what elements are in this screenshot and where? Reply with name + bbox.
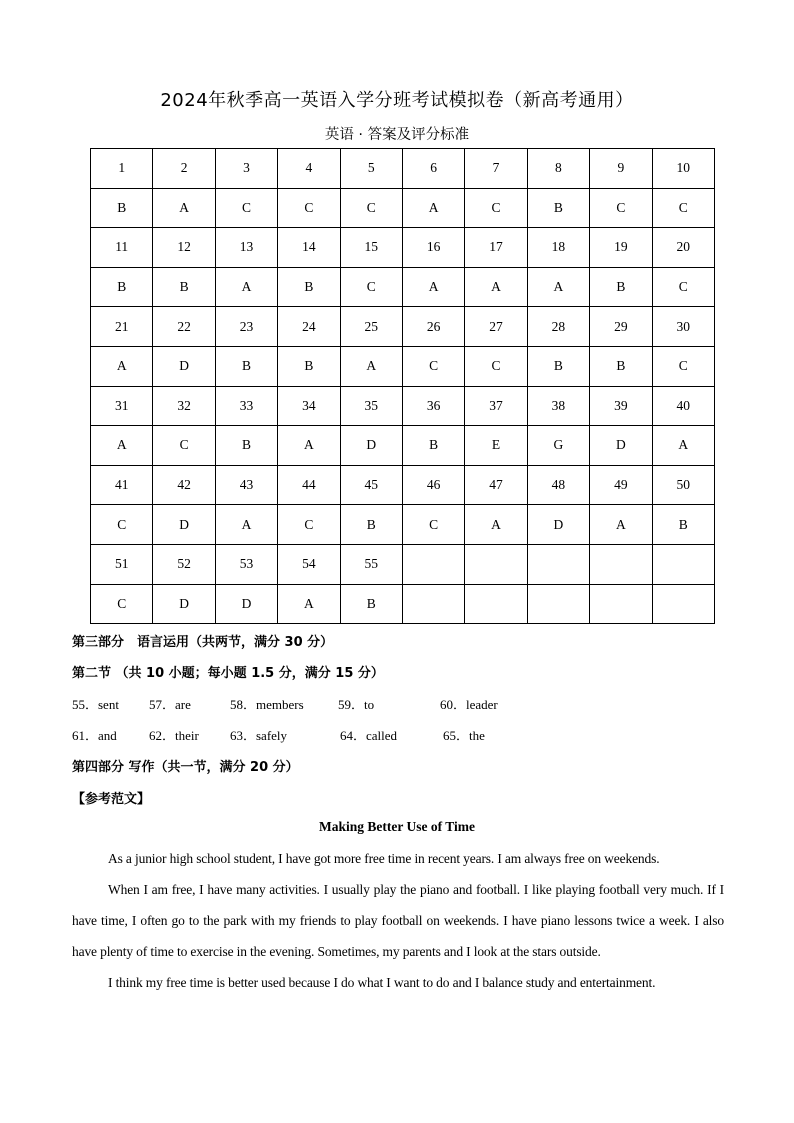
- answer-row: [91, 426, 715, 466]
- question-number-row: [91, 386, 715, 426]
- question-number-cell: 20: [652, 228, 714, 268]
- answer-cell: C: [153, 426, 215, 466]
- answer-cell: A: [465, 505, 527, 545]
- answer-cell: A: [153, 188, 215, 228]
- blank-answer: 65．the: [443, 728, 485, 743]
- answer-cell: B: [153, 267, 215, 307]
- question-number-cell: 49: [590, 465, 652, 505]
- answer-table-body: [91, 149, 715, 624]
- answer-cell: B: [340, 505, 402, 545]
- question-number-cell: [590, 544, 652, 584]
- answer-cell: G: [527, 426, 589, 466]
- sample-essay-label: 【参考范文】: [72, 792, 151, 807]
- essay-paragraph: I think my free time is better used because I do what I want to do and I balance study and entertainment.: [108, 975, 656, 990]
- question-number-cell: 26: [402, 307, 464, 347]
- question-number-cell: 13: [215, 228, 277, 268]
- blank-answer: 63．safely: [230, 728, 288, 743]
- answer-row: [91, 267, 715, 307]
- answer-cell: B: [215, 346, 277, 386]
- question-number-cell: 37: [465, 386, 527, 426]
- question-number-cell: 44: [278, 465, 340, 505]
- blank-answer: 57．are: [149, 697, 191, 712]
- answer-cell: A: [465, 267, 527, 307]
- answer-cell: A: [590, 505, 652, 545]
- answer-cell: D: [153, 505, 215, 545]
- question-number-cell: 11: [91, 228, 153, 268]
- question-number-cell: 32: [153, 386, 215, 426]
- question-number-cell: 34: [278, 386, 340, 426]
- question-number-cell: 28: [527, 307, 589, 347]
- question-number-cell: 48: [527, 465, 589, 505]
- question-number-cell: [465, 544, 527, 584]
- question-number-cell: 10: [652, 149, 714, 189]
- blank-answer: 58．members: [230, 697, 304, 712]
- question-number-cell: 23: [215, 307, 277, 347]
- answer-cell: C: [340, 188, 402, 228]
- answer-cell: E: [465, 426, 527, 466]
- answer-cell: C: [215, 188, 277, 228]
- answer-cell: C: [91, 505, 153, 545]
- question-number-cell: 41: [91, 465, 153, 505]
- question-number-cell: 42: [153, 465, 215, 505]
- question-number-row: [91, 307, 715, 347]
- answer-cell: C: [590, 188, 652, 228]
- question-number-cell: 16: [402, 228, 464, 268]
- answer-row: [91, 505, 715, 545]
- question-number-cell: 27: [465, 307, 527, 347]
- answer-cell: C: [402, 346, 464, 386]
- answer-cell: A: [91, 426, 153, 466]
- answer-cell: D: [153, 346, 215, 386]
- question-number-cell: 4: [278, 149, 340, 189]
- answer-cell: B: [590, 267, 652, 307]
- answer-cell: B: [91, 188, 153, 228]
- question-number-cell: 35: [340, 386, 402, 426]
- answer-cell: [652, 584, 714, 624]
- part4-heading: 第四部分 写作（共一节，满分 20 分）: [72, 760, 299, 775]
- question-number-cell: 46: [402, 465, 464, 505]
- page-title: 2024年秋季高一英语入学分班考试模拟卷（新高考通用）: [160, 90, 634, 111]
- part3-heading: 第三部分 语言运用（共两节，满分 30 分）: [72, 635, 334, 650]
- question-number-cell: 9: [590, 149, 652, 189]
- answer-cell: B: [652, 505, 714, 545]
- question-number-cell: 52: [153, 544, 215, 584]
- answer-row: [91, 188, 715, 228]
- question-number-cell: 39: [590, 386, 652, 426]
- answer-cell: C: [465, 188, 527, 228]
- question-number-cell: 22: [153, 307, 215, 347]
- blank-answer: 62．their: [149, 728, 199, 743]
- blank-answer: 59．to: [338, 697, 375, 712]
- question-number-cell: [402, 544, 464, 584]
- question-number-cell: 25: [340, 307, 402, 347]
- question-number-cell: 18: [527, 228, 589, 268]
- question-number-cell: 3: [215, 149, 277, 189]
- question-number-row: [91, 149, 715, 189]
- essay-paragraph: When I am free, I have many activities. I usually play the piano and football. I like playing football very much. If I have time, I often go to the park with my friends to play football on weekends. I have piano lessons twice a week. I also have plenty of time to exercise in the evening. Sometimes, my parents and I look at the stars outside.: [72, 882, 724, 959]
- answer-cell: A: [278, 584, 340, 624]
- answer-cell: D: [340, 426, 402, 466]
- question-number-row: [91, 228, 715, 268]
- answer-cell: C: [91, 584, 153, 624]
- answer-cell: B: [590, 346, 652, 386]
- blanks-row-2: [72, 725, 722, 745]
- answer-cell: [590, 584, 652, 624]
- answer-cell: D: [153, 584, 215, 624]
- essay-paragraph: As a junior high school student, I have got more free time in recent years. I am always free on weekends.: [108, 851, 660, 866]
- question-number-cell: 7: [465, 149, 527, 189]
- question-number-cell: 14: [278, 228, 340, 268]
- question-number-cell: 29: [590, 307, 652, 347]
- question-number-cell: 21: [91, 307, 153, 347]
- answer-cell: [465, 584, 527, 624]
- answer-cell: C: [402, 505, 464, 545]
- answer-cell: A: [215, 505, 277, 545]
- question-number-cell: 51: [91, 544, 153, 584]
- answer-cell: C: [652, 346, 714, 386]
- question-number-cell: 17: [465, 228, 527, 268]
- question-number-row: [91, 465, 715, 505]
- question-number-cell: 43: [215, 465, 277, 505]
- question-number-cell: 30: [652, 307, 714, 347]
- blank-answer: 61．and: [72, 728, 117, 743]
- question-number-cell: 55: [340, 544, 402, 584]
- question-number-cell: 2: [153, 149, 215, 189]
- answer-cell: C: [465, 346, 527, 386]
- question-number-cell: 50: [652, 465, 714, 505]
- answer-table: [90, 148, 715, 624]
- answer-row: [91, 346, 715, 386]
- answer-cell: A: [402, 267, 464, 307]
- question-number-row: [91, 544, 715, 584]
- question-number-cell: 47: [465, 465, 527, 505]
- essay-title: Making Better Use of Time: [319, 819, 475, 834]
- answer-cell: A: [340, 346, 402, 386]
- answer-cell: [402, 584, 464, 624]
- question-number-cell: 19: [590, 228, 652, 268]
- question-number-cell: 53: [215, 544, 277, 584]
- answer-cell: A: [278, 426, 340, 466]
- question-number-cell: 38: [527, 386, 589, 426]
- answer-row: [91, 584, 715, 624]
- question-number-cell: 1: [91, 149, 153, 189]
- blanks-row-1: [72, 694, 722, 714]
- answer-cell: C: [652, 188, 714, 228]
- question-number-cell: [652, 544, 714, 584]
- question-number-cell: 31: [91, 386, 153, 426]
- answer-cell: A: [527, 267, 589, 307]
- answer-cell: A: [91, 346, 153, 386]
- answer-cell: A: [402, 188, 464, 228]
- answer-cell: C: [278, 505, 340, 545]
- question-number-cell: 45: [340, 465, 402, 505]
- question-number-cell: 36: [402, 386, 464, 426]
- answer-cell: B: [527, 188, 589, 228]
- page-subtitle: 英语 · 答案及评分标准: [324, 127, 470, 143]
- question-number-cell: 54: [278, 544, 340, 584]
- question-number-cell: 5: [340, 149, 402, 189]
- answer-cell: C: [652, 267, 714, 307]
- answer-cell: B: [278, 267, 340, 307]
- blank-answer: 55．sent: [72, 697, 119, 712]
- part3-section2-heading: 第二节 （共 10 小题；每小题 1.5 分，满分 15 分）: [72, 666, 384, 681]
- answer-cell: [527, 584, 589, 624]
- answer-cell: B: [340, 584, 402, 624]
- answer-cell: B: [278, 346, 340, 386]
- answer-cell: B: [402, 426, 464, 466]
- blank-answer: 64．called: [340, 728, 398, 743]
- answer-cell: D: [590, 426, 652, 466]
- answer-cell: D: [527, 505, 589, 545]
- question-number-cell: 8: [527, 149, 589, 189]
- question-number-cell: 33: [215, 386, 277, 426]
- answer-cell: C: [278, 188, 340, 228]
- blank-answer: 60．leader: [440, 697, 498, 712]
- question-number-cell: 6: [402, 149, 464, 189]
- question-number-cell: 12: [153, 228, 215, 268]
- answer-cell: A: [215, 267, 277, 307]
- answer-cell: A: [652, 426, 714, 466]
- answer-cell: B: [215, 426, 277, 466]
- question-number-cell: 15: [340, 228, 402, 268]
- answer-cell: B: [527, 346, 589, 386]
- answer-cell: B: [91, 267, 153, 307]
- question-number-cell: [527, 544, 589, 584]
- question-number-cell: 40: [652, 386, 714, 426]
- question-number-cell: 24: [278, 307, 340, 347]
- answer-cell: C: [340, 267, 402, 307]
- answer-cell: D: [215, 584, 277, 624]
